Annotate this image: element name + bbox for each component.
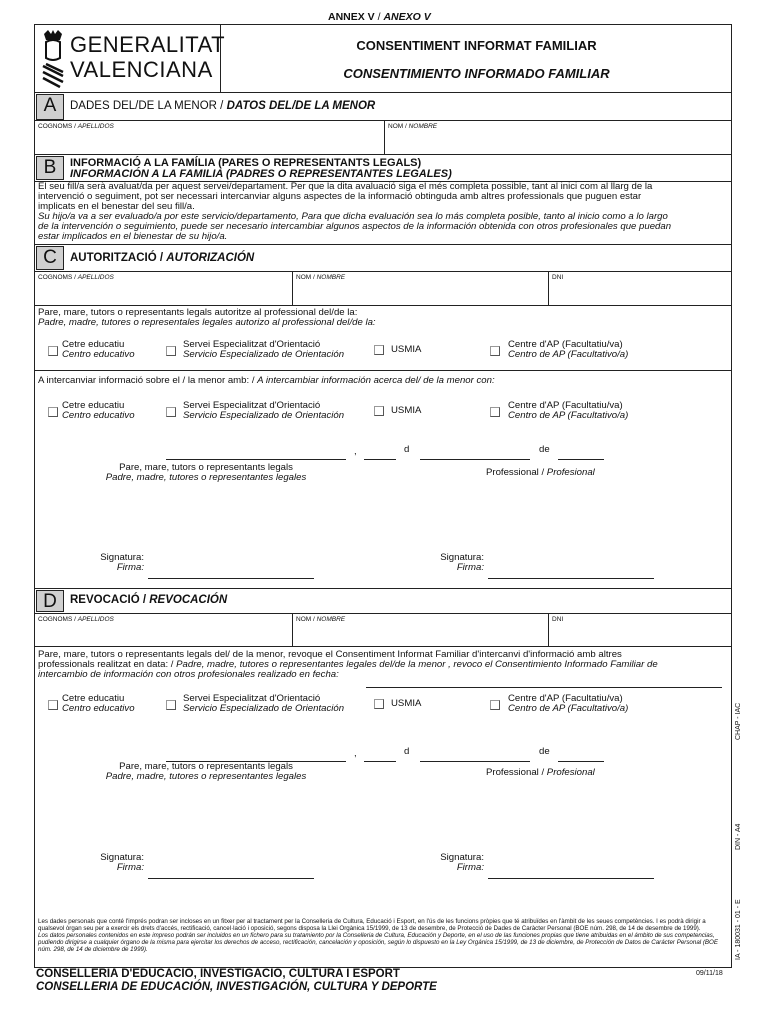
signature-line-parents-c[interactable] [148,578,314,579]
place-line-c[interactable] [166,459,346,460]
checkbox-ap-3[interactable] [490,700,500,710]
section-b-letter: B [36,156,64,180]
checkbox-usmia-3[interactable] [374,699,384,709]
label-servei-3: Servei Especialitzat d'Orientació Servicio Especializado de Orientación [183,693,345,714]
label-ap-3: Centre d'AP (Facultatiu/va) Centro de AP (Facultativo/a) [508,693,629,714]
input-cognoms-a[interactable] [36,131,382,153]
revocation-date-line[interactable] [366,687,722,688]
label-dni-d: DNI [552,616,564,623]
checkbox-servei-2[interactable] [166,407,176,417]
label-usmia-1: USMIA [391,344,422,355]
input-cognoms-c[interactable] [36,282,290,304]
year-line-d[interactable] [558,761,604,762]
input-nom-c[interactable] [294,282,546,304]
label-dni-c: DNI [552,274,564,281]
revocation-text: Pare, mare, tutors o representants legals del/ de la menor, revoque el Consentiment Informat Familiar d'intercanvi d'informació amb altres professionals realitzat en data: / Padre, madre, tutores o representantes legales del/de la menor , revoco el Consentimiento Informado Familiar de intercambio de información con otros profesionales realizado en fecha: [38,649,658,680]
side-code-ia: IA - 180031 - 01 - E [735,899,742,960]
generalitat-crest-icon [40,28,66,88]
section-b-title-ca: INFORMACIÓ A LA FAMÍLIA (PARES O REPRESENTANTS LEGALS) [70,157,422,169]
label-cognoms-a: COGNOMS / APELLIDOS [38,123,114,130]
logo: GENERALITAT VALENCIANA [40,28,216,88]
label-usmia-2: USMIA [391,405,422,416]
signatura-prof-d: Signatura: Firma: [440,852,484,873]
input-dni-d[interactable] [550,624,730,645]
month-line-d[interactable] [420,761,530,762]
label-cognoms-c: COGNOMS / APELLIDOS [38,274,114,281]
checkbox-servei-3[interactable] [166,700,176,710]
checkbox-centre-educatiu-1[interactable] [48,346,58,356]
signatura-prof-c: Signatura: Firma: [440,552,484,573]
day-line-c[interactable] [364,459,396,460]
section-b-text-ca: El seu fill/a serà avaluat/da per aquest servei/departament. Per que la dita avaluació siga el més completa possible, tant al inici com al llarg de la intervenció o seguiment, pot ser necessari intercanviar alguns aspectes de la informació obtinguda amb altres professionals que puguen estar implicats en el benestar del seu fill/a. [38,181,653,212]
side-code-chap: CHAP - IAC [735,702,742,740]
month-line-c[interactable] [420,459,530,460]
checkbox-ap-2[interactable] [490,407,500,417]
section-a-title: DADES DEL/DE LA MENOR / DATOS DEL/DE LA MENOR [70,100,376,112]
section-a-letter: A [36,94,64,120]
signatura-parents-d: Signatura: Firma: [100,852,144,873]
side-code-din: DIN - A4 [735,823,742,850]
signature-line-prof-d[interactable] [488,878,654,879]
label-ap-2: Centre d'AP (Facultatiu/va) Centro de AP (Facultativo/a) [508,400,629,421]
section-c-title: AUTORITZACIÓ / AUTORIZACIÓN [70,252,255,264]
legal-notice: Les dades personals que conté l'imprés podran ser incloses en un fitxer per al tractament per la Conselleria de Cultura, Educació i Esport, en l'ús de les funcions pròpies que té atribuïdes en l'àmbit de les seues competències. I es podrà dirigir a qualsevol òrgan seu per a exercir els drets d'accés, rectificació, cancel·lació i oposició, segons disposa la Llei Orgànica 15/1999, de 13 de desembre, de Protecció de Dades de Caràcter Personal (BOE núm. 298, de 14 de desembre de 1999). Los datos personales contenidos en este impreso podrán ser incluidos en un fichero para su tratamiento por la Conselleria de Cultura, Educación y Deporte, en el uso de las funciones propias que tiene atribuidas en el ámbito de sus competencias, pudiendo dirigirse a cualquier órgano de la misma para ejercitar los derechos de acceso, rectificación, cancelación y oposición, según lo dispuesto en la Ley Orgánica 15/1999, de 13 de diciembre, de Protección de Datos de Carácter Personal (BOE núm. 298, de 14 de diciembre de 1999). [38,918,718,953]
annex-label: ANNEX V / ANEXO V [328,11,431,23]
checkbox-servei-1[interactable] [166,346,176,356]
label-cognoms-d: COGNOMS / APELLIDOS [38,616,114,623]
label-nom-c: NOM / NOMBRE [296,274,346,281]
label-centre-educatiu-1: Cetre educatiu Centro educativo [62,339,135,360]
professional-label-d: Professional / Profesional [486,767,595,778]
label-centre-educatiu-2: Cetre educatiu Centro educativo [62,400,135,421]
section-d-title: REVOCACIÓ / REVOCACIÓN [70,594,228,606]
form-title-es: CONSENTIMIENTO INFORMADO FAMILIAR [343,66,610,81]
checkbox-ap-1[interactable] [490,346,500,356]
parents-label-d: Pare, mare, tutors o representants legals Padre, madre, tutores o representantes legales [105,761,307,782]
checkbox-centre-educatiu-2[interactable] [48,407,58,417]
checkbox-centre-educatiu-3[interactable] [48,700,58,710]
year-line-c[interactable] [558,459,604,460]
label-nom-d: NOM / NOMBRE [296,616,346,623]
input-nom-d[interactable] [294,624,546,645]
day-line-d[interactable] [364,761,396,762]
signature-line-parents-d[interactable] [148,878,314,879]
footer-es: CONSELLERIA DE EDUCACIÓN, INVESTIGACIÓN, CULTURA Y DEPORTE [36,981,437,993]
label-centre-educatiu-3: Cetre educatiu Centro educativo [62,693,135,714]
label-usmia-3: USMIA [391,698,422,709]
footer-date: 09/11/18 [696,970,723,977]
label-ap-1: Centre d'AP (Facultatiu/va) Centro de AP (Facultativo/a) [508,339,629,360]
exchange-text: A intercanviar informació sobre el / la menor amb: / A intercambiar información acerca del/ de la menor con: [38,375,495,386]
input-nom-a[interactable] [386,131,730,153]
checkbox-usmia-1[interactable] [374,345,384,355]
checkbox-usmia-2[interactable] [374,406,384,416]
label-nom-a: NOM / NOMBRE [388,123,438,130]
auth-text: Pare, mare, tutors o representants legals autoritze al professional del/de la: Padre, madre, tutores o representales legales autorizo al professional del/de la: [38,307,376,328]
parents-label-c: Pare, mare, tutors o representants legals Padre, madre, tutores o representantes legales [105,462,307,483]
footer-ca: CONSELLERIA D'EDUCACIO, INVESTIGACIO, CULTURA I ESPORT [36,968,400,980]
input-cognoms-d[interactable] [36,624,290,645]
label-servei-2: Servei Especialitzat d'Orientació Servicio Especializado de Orientación [183,400,345,421]
input-dni-c[interactable] [550,282,730,304]
section-d-letter: D [36,590,64,612]
section-c-letter: C [36,246,64,270]
signatura-parents-c: Signatura: Firma: [100,552,144,573]
signature-line-prof-c[interactable] [488,578,654,579]
form-title-ca: CONSENTIMENT INFORMAT FAMILIAR [356,38,597,53]
label-servei-1: Servei Especialitzat d'Orientació Servicio Especializado de Orientación [183,339,345,360]
professional-label-c: Professional / Profesional [486,467,595,478]
section-b-title-es: INFORMACIÓN A LA FAMILIA (PADRES O REPRESENTANTES LEGALES) [70,168,452,180]
section-b-text-es: Su hijo/a va a ser evaluado/a por este servicio/departamento, Para que dicha evaluación sea lo más completa posible, tanto al inicio como a lo largo de la intervención o seguimiento, puede ser necesario intercambiar algunos aspectos de la información obtenida con otros profesionales que puedan estar implicados en el bienestar de su hijo/a. [38,211,672,242]
